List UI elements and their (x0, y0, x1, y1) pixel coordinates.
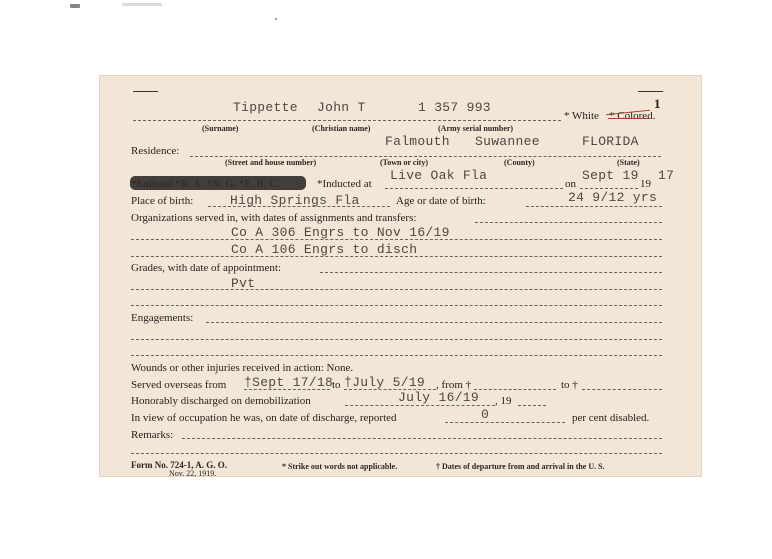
engagements-label: Engagements: (131, 312, 194, 324)
residence-label: Residence: (131, 145, 180, 157)
residence-state: FLORIDA (582, 134, 639, 149)
age-label: Age or date of birth: (396, 195, 486, 207)
disability-label: In view of occupation he was, on date of discharge, reported (131, 412, 397, 424)
overseas-from-date: †Sept 17/18 (244, 375, 334, 390)
surname-value: Tippette (233, 100, 298, 115)
discharge-year-label: , 19 (495, 395, 512, 407)
remarks-label: Remarks: (131, 429, 174, 441)
grades-line (131, 289, 662, 290)
inducted-year-prefix: 19 (640, 178, 651, 190)
label-street: (Street and house number) (225, 158, 317, 167)
overseas-from2-line (474, 389, 556, 390)
colored-option: * Colored. (609, 110, 656, 122)
label-serial: (Army serial number) (438, 124, 514, 133)
organizations-line (475, 222, 662, 223)
label-town: (Town or city) (380, 158, 428, 167)
engagements-line (131, 355, 662, 356)
white-option: * White (564, 110, 599, 122)
disability-percent: 0 (481, 407, 490, 422)
scan-mark (275, 18, 277, 20)
top-right-rule (638, 91, 663, 92)
label-state: (State) (617, 158, 640, 167)
grades-line (320, 272, 662, 273)
top-left-rule (133, 91, 158, 92)
overseas-label: Served overseas from (131, 379, 227, 391)
inducted-year-suffix: 17 (658, 168, 675, 183)
label-county: (County) (504, 158, 535, 167)
grades-line (131, 305, 662, 306)
overseas-to-label: to (332, 379, 341, 391)
colored-strikeout (608, 118, 650, 119)
dates-note: † Dates of departure from and arrival in the U. S. (436, 462, 605, 471)
overseas-to-date: †July 5/19 (344, 375, 426, 390)
strike-note: * Strike out words not applicable. (282, 462, 398, 471)
inducted-label: *Inducted at (317, 178, 372, 190)
grades-label: Grades, with date of appointment: (131, 262, 281, 274)
discharge-label: Honorably discharged on demobilization (131, 395, 311, 407)
enlistment-record-card (99, 75, 702, 477)
wounds-label: Wounds or other injuries received in action: None. (131, 362, 354, 374)
place-of-birth-label: Place of birth: (131, 195, 194, 207)
inducted-date-line (580, 188, 638, 189)
discharge-line (345, 405, 495, 406)
scan-mark (122, 3, 162, 6)
remarks-line (182, 438, 662, 439)
engagements-line (131, 339, 662, 340)
residence-county: Suwannee (475, 134, 540, 149)
card-number: 1 (654, 96, 661, 111)
disability-suffix: per cent disabled. (572, 412, 650, 424)
inducted-date: Sept 19 (582, 168, 639, 183)
overseas-to2-label: to † (561, 379, 578, 391)
age-line (526, 206, 662, 207)
place-of-birth-value: High Springs Fla (230, 193, 360, 208)
label-surname: (Surname) (202, 124, 239, 133)
place-of-birth-line (208, 206, 390, 207)
overseas-from2-label: , from † (436, 379, 472, 391)
serial-number-value: 1 357 993 (418, 100, 491, 115)
grade-value: Pvt (231, 276, 256, 291)
christian-name-value: John T (317, 100, 366, 115)
label-christian-name: (Christian name) (312, 124, 371, 133)
discharge-year-line (518, 405, 546, 406)
header-line (133, 120, 561, 121)
scan-mark (70, 4, 80, 8)
inducted-place: Live Oak Fla (390, 168, 488, 183)
discharge-date: July 16/19 (398, 390, 480, 405)
organization-entry-2: Co A 106 Engrs to disch (231, 242, 418, 257)
disability-line (445, 422, 565, 423)
residence-line (190, 156, 661, 157)
engagements-line (206, 322, 662, 323)
form-date: Nov. 22, 1919. (169, 469, 217, 478)
organizations-label: Organizations served in, with dates of assignments and transfers: (131, 212, 417, 224)
residence-town: Falmouth (385, 134, 450, 149)
inducted-line (385, 188, 563, 189)
age-value: 24 9/12 yrs (568, 190, 658, 205)
overseas-from-line (244, 389, 330, 390)
organizations-line (131, 256, 662, 257)
form-number: Form No. 724-1, A. G. O. (131, 460, 227, 470)
organizations-line (131, 239, 662, 240)
overseas-to2-line (582, 389, 662, 390)
enlisted-blackout (130, 176, 306, 190)
inducted-on-label: on (565, 178, 576, 190)
remarks-line (131, 453, 662, 454)
organization-entry-1: Co A 306 Engrs to Nov 16/19 (231, 225, 450, 240)
